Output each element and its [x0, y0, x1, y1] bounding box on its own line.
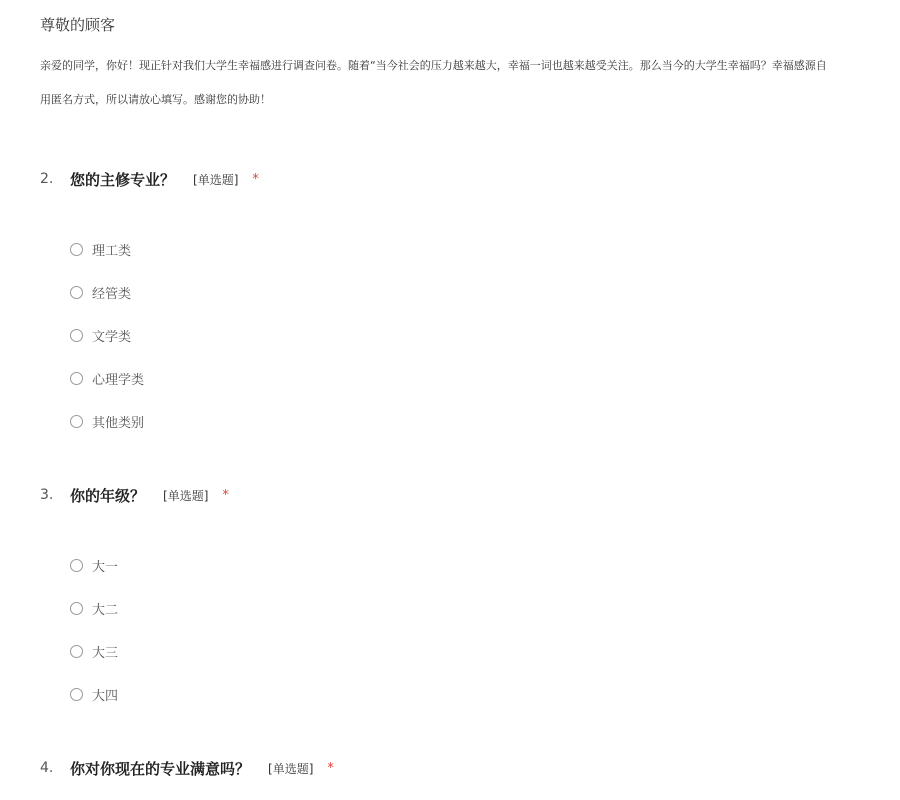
option-label: 其他类别: [92, 415, 145, 431]
option-major-science-engineering[interactable]: [70, 239, 131, 259]
radio-circle-icon[interactable]: [70, 688, 83, 701]
radio-circle-icon[interactable]: [70, 243, 83, 256]
radio-circle-icon[interactable]: [70, 559, 83, 572]
survey-intro-line-2: 用匿名方式，所以请放心填写。感谢您的协助！: [40, 93, 271, 106]
option-major-economics-management[interactable]: [70, 282, 131, 302]
option-major-psychology[interactable]: [70, 368, 144, 388]
survey-intro-line-1: 亲爱的同学，你好！现正针对我们大学生幸福感进行调查问卷。随着“当今社会的压力越来越大，幸福一词也越来越受关注。那么当今的大学生幸福吗？幸福感源自: [40, 59, 827, 72]
radio-circle-icon[interactable]: [70, 286, 83, 299]
question-number: 3.: [40, 487, 54, 503]
radio-circle-icon[interactable]: [70, 329, 83, 342]
question-type-label: [单选题]: [193, 172, 239, 187]
option-grade-sophomore[interactable]: [70, 598, 118, 618]
option-label: 理工类: [92, 243, 132, 259]
question-title: 你的年级？: [70, 486, 146, 505]
option-label: 心理学类: [92, 372, 145, 388]
option-grade-senior[interactable]: [70, 684, 118, 704]
option-label: 经管类: [92, 286, 132, 302]
survey-greeting: 尊敬的顾客: [40, 16, 116, 34]
question-title: 你对你现在的专业满意吗？: [70, 759, 251, 778]
radio-circle-icon[interactable]: [70, 372, 83, 385]
question-number: 2.: [40, 171, 54, 187]
option-label: 大三: [92, 645, 119, 661]
option-label: 大一: [92, 559, 119, 575]
question-3-header: [40, 483, 229, 507]
radio-circle-icon[interactable]: [70, 415, 83, 428]
question-title: 您的主修专业？: [70, 170, 176, 189]
question-number: 4.: [40, 760, 54, 776]
option-major-literature[interactable]: [70, 325, 131, 345]
question-type-label: [单选题]: [268, 761, 314, 776]
option-label: 大二: [92, 602, 119, 618]
radio-circle-icon[interactable]: [70, 645, 83, 658]
option-label: 文学类: [92, 329, 132, 345]
question-2-header: [40, 167, 259, 191]
option-label: 大四: [92, 688, 119, 704]
required-mark: *: [327, 760, 334, 776]
radio-circle-icon[interactable]: [70, 602, 83, 615]
question-4-header: [40, 756, 334, 780]
option-grade-freshman[interactable]: [70, 555, 118, 575]
option-major-other[interactable]: [70, 411, 144, 431]
required-mark: *: [252, 171, 259, 187]
required-mark: *: [222, 487, 229, 503]
option-grade-junior[interactable]: [70, 641, 118, 661]
question-type-label: [单选题]: [163, 488, 209, 503]
